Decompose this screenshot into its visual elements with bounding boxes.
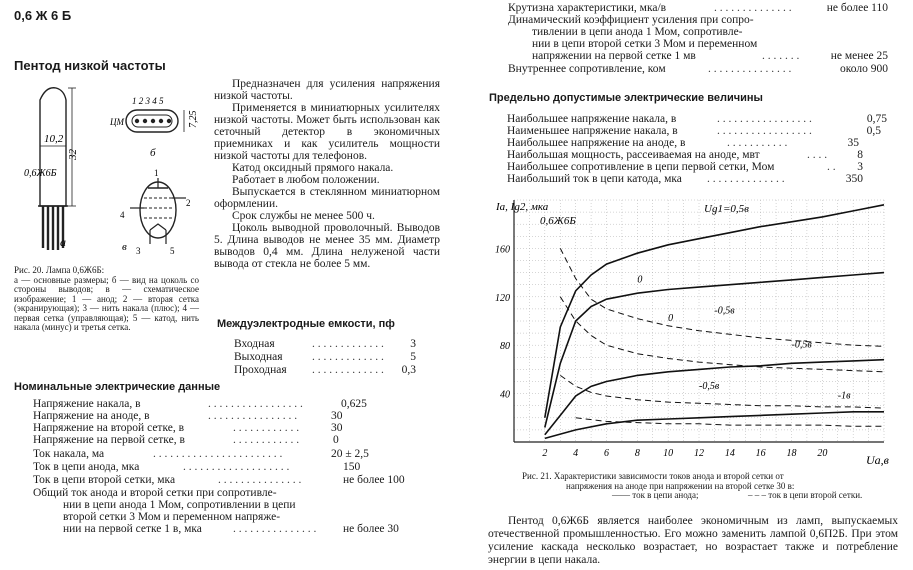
cap-row: Входная . . . . . . . . . . . . . 3 bbox=[234, 338, 416, 350]
curve-label: -0,5в bbox=[699, 380, 720, 392]
figure20-text: а — основные размеры; б — вид на цоколь со стороны выводов; в — схематическое изображение; 1 — анод; 2 — вторая сетка (экранирующая); 3 — нить накала (плюс); 4 — первая сетка (управляющая); 5 — катод, нить накала (минус) и третья сетка. bbox=[14, 274, 199, 332]
x-tick-label: 4 bbox=[573, 448, 579, 459]
desc-p4: Работает в любом положении. bbox=[232, 174, 380, 186]
internal-row: Внутреннее сопротивление, ком . . . . . . . . . . . . . . . около 900 bbox=[508, 63, 888, 75]
footer-paragraph: Пентод 0,6Ж6Б является наиболее экономичным из ламп, выпускаемых отечественной промышленностью. Его можно заменить лампой 0,6П2Б. При этом усиление каскада несколько возрастает, но возрастает также и потребление энергии в цепи накала. bbox=[488, 515, 898, 566]
limits-table bbox=[507, 113, 887, 189]
legend-dashed: – – – ток в цепи второй сетки. bbox=[748, 490, 863, 500]
y-tick-label: 40 bbox=[500, 389, 510, 401]
desc-p1: Предназначен для усиления напряжения низкой частоты. bbox=[214, 78, 440, 102]
y-tick-label: 80 bbox=[500, 341, 510, 353]
cap-row: Выходная . . . . . . . . . . . . . 5 bbox=[234, 351, 416, 363]
y-tick-label: 160 bbox=[495, 244, 510, 256]
nominal-table bbox=[33, 398, 423, 568]
characteristics-chart bbox=[486, 192, 896, 474]
gain-l3: нии в цепи второй сетки 3 Мом и переменном bbox=[532, 38, 758, 50]
limit-row: Наибольшее напряжение на аноде, в . . . . . . . . . . . 35 bbox=[507, 137, 859, 149]
desc-p3: Катод оксидный прямого накала. bbox=[232, 162, 394, 174]
curve-label: 0 bbox=[668, 313, 674, 324]
label-cm: ЦМ bbox=[110, 117, 124, 127]
cap-row: Проходная . . . . . . . . . . . . . 0,3 bbox=[234, 364, 416, 376]
x-tick-label: 2 bbox=[542, 448, 548, 459]
lamp-symbol-v bbox=[130, 178, 186, 244]
total-current-l4: нии на первой сетке 1 в, мка . . . . . . . . . . . . . . . не более 30 bbox=[63, 523, 399, 535]
figure20-caption bbox=[14, 266, 199, 333]
nominal-row: Напряжение на первой сетке, в . . . . . . . . . . . . 0 bbox=[33, 434, 339, 446]
chart-title: 0,6Ж6Б bbox=[540, 215, 576, 227]
x-tick-label: 14 bbox=[724, 448, 735, 459]
gain-l2: тивлении в цепи анода 1 Мом, сопротивле- bbox=[532, 26, 743, 38]
nominal-row: Ток в цепи второй сетки, мка . . . . . . . . . . . . . . . не более 100 bbox=[33, 474, 405, 486]
y-axis-label: Ia, Ig2, мка bbox=[496, 201, 549, 213]
desc-p7: Цоколь выводной проволочный. Выводов 5. Длина выводов не менее 35 мм. Диаметр выводов 0,4 мм. Длина нелуженой части вывода от стекла не более 5 мм. bbox=[214, 222, 440, 270]
x-tick-label: 6 bbox=[604, 448, 609, 459]
limit-row: Наименьшее напряжение накала, в . . . . . . . . . . . . . . . . . 0,5 bbox=[507, 125, 881, 137]
legend-solid: —— ток в цепи анода; bbox=[612, 490, 699, 500]
label-v: в bbox=[122, 241, 127, 253]
total-current-l3: второй сетки 3 Мом и переменном напряже- bbox=[63, 511, 281, 523]
label-b: б bbox=[150, 147, 156, 159]
total-current-l1: Общий ток анода и второй сетки при сопротивле- bbox=[33, 487, 277, 499]
description bbox=[214, 78, 440, 270]
x-tick-label: 20 bbox=[817, 448, 828, 459]
capacitance-title: Междуэлектродные емкости, пф bbox=[217, 318, 395, 330]
x-tick-label: 18 bbox=[786, 448, 797, 459]
chart-grid bbox=[514, 200, 884, 442]
svg-text:3: 3 bbox=[136, 246, 141, 256]
page-title: 0,6 Ж 6 Б bbox=[14, 8, 72, 23]
total-current-l2: нии в цепи анода 1 Мом, сопротивлении в цепи bbox=[63, 499, 296, 511]
svg-text:4: 4 bbox=[120, 210, 125, 220]
limit-row: Наибольшая мощность, рассеиваемая на аноде, мвт . . . . 8 bbox=[507, 149, 863, 161]
nominal-row: Напряжение на второй сетке, в . . . . . . . . . . . . 30 bbox=[33, 422, 343, 434]
desc-p6: Срок службы не менее 500 ч. bbox=[232, 210, 375, 222]
nominal-row: Напряжение накала, в . . . . . . . . . . . . . . . . . 0,625 bbox=[33, 398, 367, 410]
figure20-title: Рис. 20. Лампа 0,6Ж6Б: bbox=[14, 265, 105, 275]
right-top-params bbox=[508, 2, 898, 78]
curve-label: 0 bbox=[637, 274, 643, 286]
svg-text:1: 1 bbox=[154, 168, 159, 178]
ug1-label: Ug1=0,5в bbox=[704, 203, 749, 215]
curve-labels bbox=[637, 274, 851, 401]
desc-p5: Выпускается в стеклянном миниатюрном оформлении. bbox=[214, 186, 440, 210]
limits-title: Предельно допустимые электрические величины bbox=[489, 92, 763, 104]
svg-text:5: 5 bbox=[170, 246, 175, 256]
desc-p2: Применяется в миниатюрных усилителях низкой частоты. Может быть использован как сеточный детектор в экономичных приемниках и как усилитель мощности низкой частоты для телефонов. bbox=[214, 102, 440, 162]
lamp-base-b bbox=[126, 110, 184, 132]
nominal-row: Напряжение на аноде, в . . . . . . . . . . . . . . . . 30 bbox=[33, 410, 343, 422]
pin-numbers: 1 2 3 4 5 bbox=[132, 96, 164, 106]
x-tick-label: 12 bbox=[694, 448, 704, 459]
curve-label: -1в bbox=[837, 390, 851, 402]
svg-text:2: 2 bbox=[186, 198, 191, 208]
capacitance-table bbox=[234, 338, 416, 378]
lamp-drawing bbox=[10, 78, 210, 268]
y-tick-label: 120 bbox=[495, 292, 510, 304]
x-tick-label: 8 bbox=[634, 448, 640, 459]
limit-row: Наибольшее напряжение накала, в . . . . . . . . . . . . . . . . . 0,75 bbox=[507, 113, 887, 125]
nominal-row: Ток накала, ма . . . . . . . . . . . . . . . . . . . . . . . 20 ± 2,5 bbox=[33, 448, 369, 460]
curve-label: -0,5в bbox=[714, 305, 735, 317]
gain-l1: Динамический коэффициент усиления при сопро- bbox=[508, 14, 754, 26]
nominal-title: Номинальные электрические данные bbox=[14, 381, 221, 393]
lamp-type-label: 0,6Ж6Б bbox=[24, 168, 57, 179]
figure21-caption: Рис. 21. Характеристики зависимости токов анода и второй сетки от напряжения на аноде при напряжении на второй сетке 30 в: —— ток в цепи анода; – – – ток в цепи второй сетки. bbox=[522, 472, 902, 501]
slope-row: Крутизна характеристики, мка/в . . . . . . . . . . . . . . не более 110 bbox=[508, 2, 888, 14]
dim-10-2: 10,2 bbox=[44, 133, 64, 145]
anode-current-curve bbox=[545, 360, 884, 435]
dim-7-25: 7,25 bbox=[188, 110, 199, 128]
gain-l4: напряжении на первой сетке 1 мв . . . . . . . не менее 25 bbox=[532, 50, 888, 62]
x-axis-label: Ua,в bbox=[866, 453, 889, 467]
limit-row: Наибольший ток в цепи катода, мка . . . . . . . . . . . . . . 350 bbox=[507, 173, 863, 185]
curve-label: -0,5в bbox=[791, 339, 812, 351]
section-title: Пентод низкой частоты bbox=[14, 58, 166, 73]
x-tick-label: 10 bbox=[663, 448, 674, 459]
label-a: а bbox=[60, 235, 66, 249]
nominal-row: Ток в цепи анода, мка . . . . . . . . . . . . . . . . . . . 150 bbox=[33, 461, 361, 473]
limit-row: Наибольшее сопротивление в цепи первой сетки, Мом . . 3 bbox=[507, 161, 863, 173]
dim-32: 32 bbox=[67, 149, 79, 160]
x-tick-label: 16 bbox=[755, 448, 766, 459]
